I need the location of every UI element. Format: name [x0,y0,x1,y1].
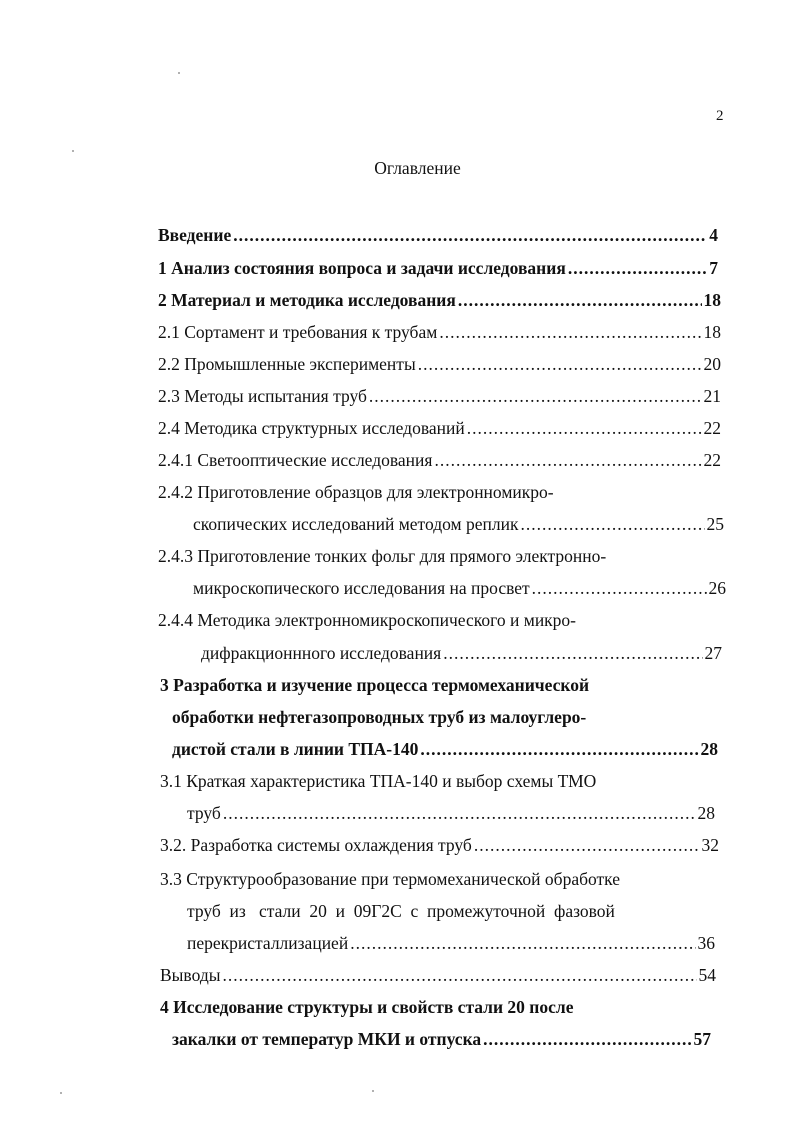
toc-entry-2-4-1 [158,450,721,470]
toc-page-number: 36 [697,933,715,953]
toc-page-number: 4 [709,225,718,245]
toc-entry-2-4-2 [193,514,724,534]
toc-entry-2-2 [158,354,721,374]
toc-entry-chapter-3-line2: обработки нефтегазопроводных труб из малоуглеро- [172,707,587,727]
toc-page-number: 54 [698,965,716,985]
toc-entry-2-3 [158,386,721,406]
leader-dots [483,1029,691,1049]
toc-page-number: 26 [708,578,726,598]
toc-entry-label: 2.3 Методы испытания труб [158,386,367,406]
toc-entry-conclusions [160,965,716,985]
toc-entry-label: закалки от температур МКИ и отпуска [172,1029,482,1049]
toc-entry-2-4-3-line1: 2.4.3 Приготовление тонких фольг для прямого электронно- [158,546,607,566]
toc-entry-3-3-line2: труб из стали 20 и 09Г2С с промежуточной фазовой [187,901,615,921]
toc-page-number: 28 [700,739,718,759]
toc-page-number: 7 [709,258,718,278]
toc-entry-2-4-3 [193,578,726,598]
scan-speck [60,1092,62,1094]
scan-speck [72,150,74,152]
leader-dots [350,933,695,953]
toc-entry-label: 3.2. Разработка системы охлаждения труб [160,835,472,855]
toc-entry-3-3-line1: 3.3 Структурообразование при термомеханической обработке [160,869,620,889]
toc-page-number: 22 [703,418,721,438]
toc-entry-label: труб [187,803,221,823]
page-title: Оглавление [374,158,461,178]
toc-page-number: 57 [693,1029,711,1049]
toc-entry-3-1-line1: 3.1 Краткая характеристика ТПА-140 и выбор схемы ТМО [160,771,597,791]
toc-entry-chapter-3-line1: 3 Разработка и изучение процесса термомеханической [160,675,590,695]
toc-page-number: 27 [704,643,722,663]
leader-dots [222,965,696,985]
leader-dots [474,835,700,855]
leader-dots [418,354,702,374]
toc-page-number: 18 [703,290,721,310]
leader-dots [223,803,696,823]
toc-entry-chapter-4-line1: 4 Исследование структуры и свойств стали 20 после [160,997,574,1017]
toc-entry-chapter-1 [158,258,718,278]
toc-page-number: 18 [703,322,721,342]
leader-dots [568,258,707,278]
toc-page-number: 22 [703,450,721,470]
toc-page-number: 32 [701,835,719,855]
toc-entry-chapter-3 [172,739,718,759]
toc-entry-label: 2.1 Сортамент и требования к трубам [158,322,438,342]
toc-entry-2-4-2-line1: 2.4.2 Приготовление образцов для электронномикро- [158,482,554,502]
toc-page-number: 20 [703,354,721,374]
leader-dots [420,739,698,759]
toc-page-number: 25 [706,514,724,534]
toc-entry-label: Введение [158,225,232,245]
toc-entry-chapter-4 [172,1029,711,1049]
toc-page-number: 28 [697,803,715,823]
leader-dots [520,514,704,534]
toc-entry-3-3 [187,933,715,953]
toc-entry-label: скопических исследований методом реплик [193,514,519,534]
scan-speck [372,1090,374,1092]
leader-dots [467,418,702,438]
toc-entry-label: 1 Анализ состояния вопроса и задачи исследования [158,258,566,278]
toc-entry-label: перекристаллизацией [187,933,349,953]
scan-speck [178,72,180,74]
toc-entry-label: дистой стали в линии ТПА-140 [172,739,419,759]
toc-entry-2-4-4 [201,643,722,663]
leader-dots [439,322,701,342]
toc-entry-label: 2.2 Промышленные эксперименты [158,354,416,374]
leader-dots [233,225,707,245]
toc-entry-3-2 [160,835,719,855]
toc-page-number: 21 [703,386,721,406]
toc-entry-label: 2.4.1 Светооптические исследования [158,450,433,470]
leader-dots [369,386,702,406]
toc-entry-label: микроскопического исследования на просвет [193,578,530,598]
toc-entry-chapter-2 [158,290,721,310]
toc-entry-introduction [158,225,718,245]
toc-entry-label: 2.4 Методика структурных исследований [158,418,465,438]
leader-dots [458,290,702,310]
toc-entry-label: Выводы [160,965,221,985]
toc-entry-label: дифракционнного исследования [201,643,442,663]
toc-entry-2-4 [158,418,721,438]
page-number: 2 [716,108,724,124]
toc-entry-2-4-4-line1: 2.4.4 Методика электронномикроскопического и микро- [158,610,577,630]
leader-dots [532,578,707,598]
leader-dots [443,643,702,663]
toc-entry-label: 2 Материал и методика исследования [158,290,456,310]
toc-entry-3-1 [187,803,715,823]
leader-dots [434,450,701,470]
toc-entry-2-1 [158,322,721,342]
